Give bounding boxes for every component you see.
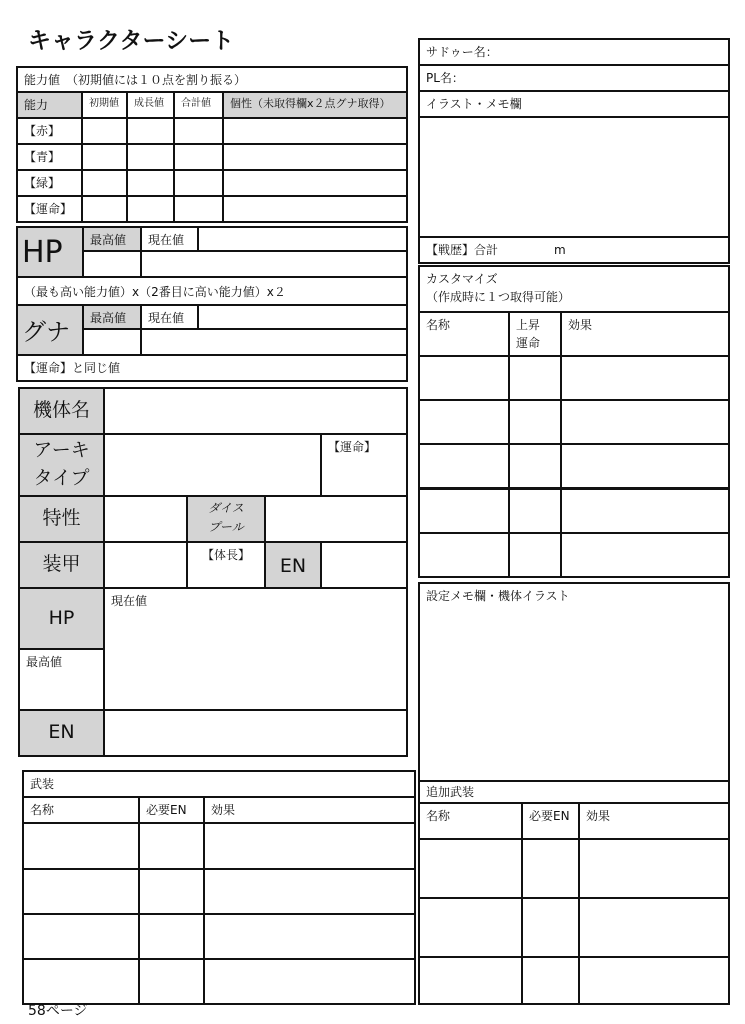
ability-cell[interactable] xyxy=(81,169,128,197)
ability-cell[interactable] xyxy=(173,169,224,197)
ability-cell[interactable] xyxy=(126,169,175,197)
custom-cell[interactable] xyxy=(560,443,730,489)
dice-pool-label: ダイス プール xyxy=(186,495,266,543)
custom-cell[interactable] xyxy=(418,355,510,401)
header-personality: 個性（未取得欄x２点グナ取得） xyxy=(222,91,408,119)
extra-weapon-cell[interactable] xyxy=(418,838,523,899)
guna-current-label: 現在値 xyxy=(140,304,199,330)
custom-cell[interactable] xyxy=(560,532,730,578)
custom-cell[interactable] xyxy=(560,355,730,401)
abilities-title: 能力値 （初期値には１０点を割り振る） xyxy=(16,66,408,93)
record-label: 【戦歴】合計 xyxy=(426,243,499,257)
custom-subtitle: （作成時に１つ取得可能） xyxy=(426,290,571,304)
custom-header-name: 名称 xyxy=(418,311,510,357)
weapons-header-en: 必要EN xyxy=(138,796,205,824)
guna-max-label: 最高値 xyxy=(82,304,142,330)
archetype-label: アーキ タイプ xyxy=(18,433,105,497)
extra-header-en: 必要EN xyxy=(521,802,580,840)
ability-name: 【緑】 xyxy=(16,169,83,197)
ability-cell[interactable] xyxy=(222,117,408,145)
mech-fate: 【運命】 xyxy=(320,433,408,497)
extra-header-effect: 効果 xyxy=(578,802,730,840)
ability-cell[interactable] xyxy=(222,195,408,223)
pl-name-field[interactable]: PL名： xyxy=(418,64,730,92)
extra-weapon-cell[interactable] xyxy=(418,956,523,1005)
memo-area[interactable] xyxy=(418,116,730,238)
record-unit: m xyxy=(554,243,566,257)
ability-cell[interactable] xyxy=(126,143,175,171)
weapon-cell[interactable] xyxy=(138,868,205,916)
ability-name: 【青】 xyxy=(16,143,83,171)
mech-name-label: 機体名 xyxy=(18,387,105,435)
hp-max-label: 最高値 xyxy=(82,226,142,252)
guna-current-value-field[interactable] xyxy=(140,328,408,356)
trait-label: 特性 xyxy=(18,495,105,543)
extra-weapon-cell[interactable] xyxy=(578,897,730,958)
page-number: 58ページ xyxy=(28,1003,88,1019)
weapon-cell[interactable] xyxy=(138,913,205,961)
sheet-title: キャラクターシート xyxy=(28,28,235,54)
extra-header-name: 名称 xyxy=(418,802,523,840)
guna-current-field[interactable] xyxy=(197,304,408,330)
size-label: 【体長】 xyxy=(186,541,266,589)
hp-formula: （最も高い能力値）x（2番目に高い能力値）x２ xyxy=(16,276,408,306)
custom-cell[interactable] xyxy=(418,443,510,489)
extra-weapon-cell[interactable] xyxy=(521,838,580,899)
extra-weapon-cell[interactable] xyxy=(578,956,730,1005)
extra-weapons-title: 追加武装 xyxy=(418,780,730,804)
hp-current-field[interactable] xyxy=(197,226,408,252)
guna-note: 【運命】と同じ値 xyxy=(16,354,408,382)
ability-cell[interactable] xyxy=(126,195,175,223)
extra-weapon-cell[interactable] xyxy=(418,897,523,958)
dice-pool-field[interactable] xyxy=(264,495,408,543)
ability-cell[interactable] xyxy=(81,195,128,223)
weapons-title: 武装 xyxy=(22,770,416,798)
weapon-cell[interactable] xyxy=(203,868,416,916)
mech-hp-label: HP xyxy=(18,587,105,650)
ability-name: 【運命】 xyxy=(16,195,83,223)
custom-title: カスタマイズ xyxy=(426,272,498,286)
weapon-cell[interactable] xyxy=(22,822,140,870)
custom-cell[interactable] xyxy=(418,532,510,578)
custom-cell[interactable] xyxy=(418,488,510,534)
sadhu-name-field[interactable]: サドゥー名： xyxy=(418,38,730,66)
en-label: EN xyxy=(264,541,322,589)
guna-label: グナ xyxy=(16,304,84,356)
mech-hp-max-label: 最高値 xyxy=(18,648,105,711)
header-total: 合計値 xyxy=(173,91,224,119)
weapon-cell[interactable] xyxy=(138,958,205,1005)
weapons-header-effect: 効果 xyxy=(203,796,416,824)
custom-header-fate: 上昇 運命 xyxy=(508,311,562,357)
header-ability: 能力 xyxy=(16,91,83,119)
extra-weapon-cell[interactable] xyxy=(578,838,730,899)
setting-memo-area[interactable]: 設定メモ欄・機体イラスト xyxy=(418,582,730,782)
weapon-cell[interactable] xyxy=(22,958,140,1005)
weapon-cell[interactable] xyxy=(22,913,140,961)
hp-max-field[interactable] xyxy=(82,250,142,278)
weapon-cell[interactable] xyxy=(138,822,205,870)
armor-label: 装甲 xyxy=(18,541,105,589)
ability-cell[interactable] xyxy=(173,143,224,171)
custom-cell[interactable] xyxy=(508,532,562,578)
hp-current-label: 現在値 xyxy=(140,226,199,252)
hp-current-value-field[interactable] xyxy=(140,250,408,278)
record-row xyxy=(418,236,730,264)
custom-header-effect: 効果 xyxy=(560,311,730,357)
extra-weapon-cell[interactable] xyxy=(521,956,580,1005)
mech-en-field[interactable] xyxy=(103,709,408,757)
ability-cell[interactable] xyxy=(81,143,128,171)
weapons-header-name: 名称 xyxy=(22,796,140,824)
custom-cell[interactable] xyxy=(508,355,562,401)
weapon-cell[interactable] xyxy=(22,868,140,916)
header-growth: 成長値 xyxy=(126,91,175,119)
guna-max-field[interactable] xyxy=(82,328,142,356)
memo-label: イラスト・メモ欄 xyxy=(418,90,730,118)
extra-weapon-cell[interactable] xyxy=(521,897,580,958)
custom-cell[interactable] xyxy=(560,488,730,534)
custom-cell[interactable] xyxy=(418,399,510,445)
trait-field[interactable] xyxy=(103,495,188,543)
mech-name-field[interactable] xyxy=(103,387,408,435)
armor-field[interactable] xyxy=(103,541,188,589)
weapon-cell[interactable] xyxy=(203,958,416,1005)
custom-cell[interactable] xyxy=(508,443,562,489)
custom-cell[interactable] xyxy=(508,488,562,534)
mech-en-label: EN xyxy=(18,709,105,757)
mech-hp-current-label: 現在値 xyxy=(103,587,408,711)
custom-title-box xyxy=(418,265,730,313)
ability-cell[interactable] xyxy=(222,169,408,197)
ability-cell[interactable] xyxy=(81,117,128,145)
hp-label: HP xyxy=(16,226,84,278)
custom-cell[interactable] xyxy=(508,399,562,445)
weapon-cell[interactable] xyxy=(203,913,416,961)
archetype-field[interactable] xyxy=(103,433,322,497)
ability-cell[interactable] xyxy=(126,117,175,145)
ability-cell[interactable] xyxy=(222,143,408,171)
weapon-cell[interactable] xyxy=(203,822,416,870)
en-field[interactable] xyxy=(320,541,408,589)
ability-cell[interactable] xyxy=(173,117,224,145)
ability-name: 【赤】 xyxy=(16,117,83,145)
ability-cell[interactable] xyxy=(173,195,224,223)
header-initial: 初期値 xyxy=(81,91,128,119)
custom-cell[interactable] xyxy=(560,399,730,445)
